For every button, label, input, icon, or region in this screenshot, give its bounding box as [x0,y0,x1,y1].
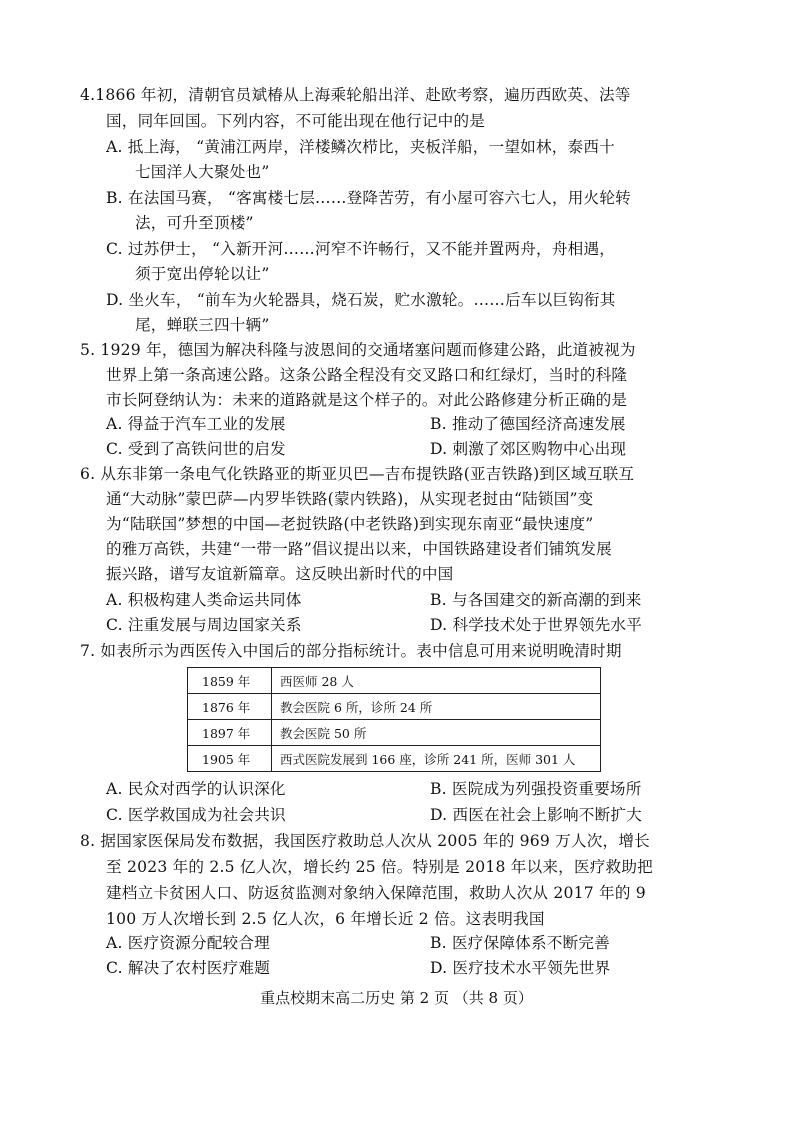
table-cell-text: 西医师 28 人 [272,668,601,694]
q4-option-b-cont: 法，可升至顶楼” [135,214,254,232]
q8-option-c: C. 解决了农村医疗难题 [106,959,271,977]
q8-stem-line-1: 8. 据国家医保局发布数据，我国医疗救助总人次从 2005 年的 969 万人次，增长 [80,832,650,850]
q8-option-d: D. 医疗技术水平领先世界 [430,959,611,977]
table-cell-text: 教会医院 6 所，诊所 24 所 [272,694,601,720]
q4-option-a: A. 抵上海， “黄浦江两岸，洋楼鳞次栉比，夹板洋船，一望如林，泰西十 [106,138,615,156]
table-cell-text: 西式医院发展到 166 座，诊所 241 所，医师 301 人 [272,746,601,772]
q6-stem-line-2: 通“大动脉”蒙巴萨—内罗毕铁路(蒙内铁路)，从实现老挝由“陆锁国”变 [106,490,594,508]
q8-stem-line-3: 建档立卡贫困人口、防返贫监测对象纳入保障范围，救助人次从 2017 年的 9 [106,884,646,902]
q7-option-b: B. 医院成为列强投资重要场所 [430,780,642,798]
q4-option-d: D. 坐火车， “前车为火轮器具，烧石炭，贮水激轮。……后车以巨钩衔其 [106,291,616,309]
q5-option-d: D. 刺激了郊区购物中心出现 [430,440,627,458]
page-footer: 重点校期末高二历史 第 2 页 （共 8 页） [260,989,533,1007]
table-cell-year: 1859 年 [188,668,272,694]
q7-option-d: D. 西医在社会上影响不断扩大 [430,806,642,824]
q8-stem-line-4: 100 万人次增长到 2.5 亿人次，6 年增长近 2 倍。这表明我国 [106,910,545,928]
table-row [188,746,601,772]
q5-stem-line-1: 5. 1929 年，德国为解决科隆与波恩间的交通堵塞问题而修建公路，此道被视为 [80,341,636,359]
q5-option-b: B. 推动了德国经济高速发展 [430,415,626,433]
q4-stem-line-1: 4.1866 年初，清朝官员斌椿从上海乘轮船出洋、赴欧考察，遍历西欧英、法等 [80,86,631,104]
q5-option-c: C. 受到了高铁问世的启发 [106,440,286,458]
q5-stem-line-2: 世界上第一条高速公路。这条公路全程没有交叉路口和红绿灯，当时的科隆 [106,366,628,384]
table-cell-year: 1876 年 [188,694,272,720]
q7-option-c: C. 医学救国成为社会共识 [106,806,286,824]
q8-stem-line-2: 至 2023 年的 2.5 亿人次，增长约 25 倍。特别是 2018 年以来，医疗救助把 [106,858,653,876]
q6-option-d: D. 科学技术处于世界领先水平 [430,616,642,634]
q4-option-b: B. 在法国马赛， “客寓楼七层……登降苦劳，有小屋可容六七人，用火轮转 [106,189,631,207]
q7-stats-table [187,667,601,772]
table-cell-year: 1897 年 [188,720,272,746]
q4-stem-line-2: 国，同年回国。下列内容，不可能出现在他行记中的是 [106,112,486,130]
q4-option-c: C. 过苏伊士， “入新开河……河窄不许畅行，又不能并置两舟，舟相遇， [106,240,616,258]
q5-option-a: A. 得益于汽车工业的发展 [106,415,286,433]
q4-option-d-cont: 尾，蝉联三四十辆” [135,316,270,334]
q7-option-a: A. 民众对西学的认识深化 [106,780,286,798]
q5-stem-line-3: 市长阿登纳认为：未来的道路就是这个样子的。对此公路修建分析正确的是 [106,391,628,409]
table-cell-year: 1905 年 [188,746,272,772]
q4-option-c-cont: 须于宽出停轮以让” [135,265,270,283]
q6-stem-line-4: 的雅万高铁，共建“一带一路”倡议提出以来，中国铁路建设者们铺筑发展 [106,540,612,558]
q6-option-b: B. 与各国建交的新高潮的到来 [430,591,642,609]
q8-option-a: A. 医疗资源分配较合理 [106,934,270,952]
q6-stem-line-3: 为“陆联国”梦想的中国—老挝铁路(中老铁路)到实现东南亚“最快速度” [106,515,594,533]
table-row [188,694,601,720]
q4-option-a-cont: 七国洋人大聚处也” [135,163,270,181]
q6-stem-line-1: 6. 从东非第一条电气化铁路亚的斯亚贝巴—吉布提铁路(亚吉铁路)到区域互联互 [80,465,635,483]
table-cell-text: 教会医院 50 所 [272,720,601,746]
q7-stem-line-1: 7. 如表所示为西医传入中国后的部分指标统计。表中信息可用来说明晚清时期 [80,642,622,660]
q6-stem-line-5: 振兴路，谱写友谊新篇章。这反映出新时代的中国 [106,565,454,583]
q6-option-c: C. 注重发展与周边国家关系 [106,616,302,634]
q8-option-b: B. 医疗保障体系不断完善 [430,934,610,952]
table-row [188,720,601,746]
table-row [188,668,601,694]
q6-option-a: A. 积极构建人类命运共同体 [106,591,302,609]
